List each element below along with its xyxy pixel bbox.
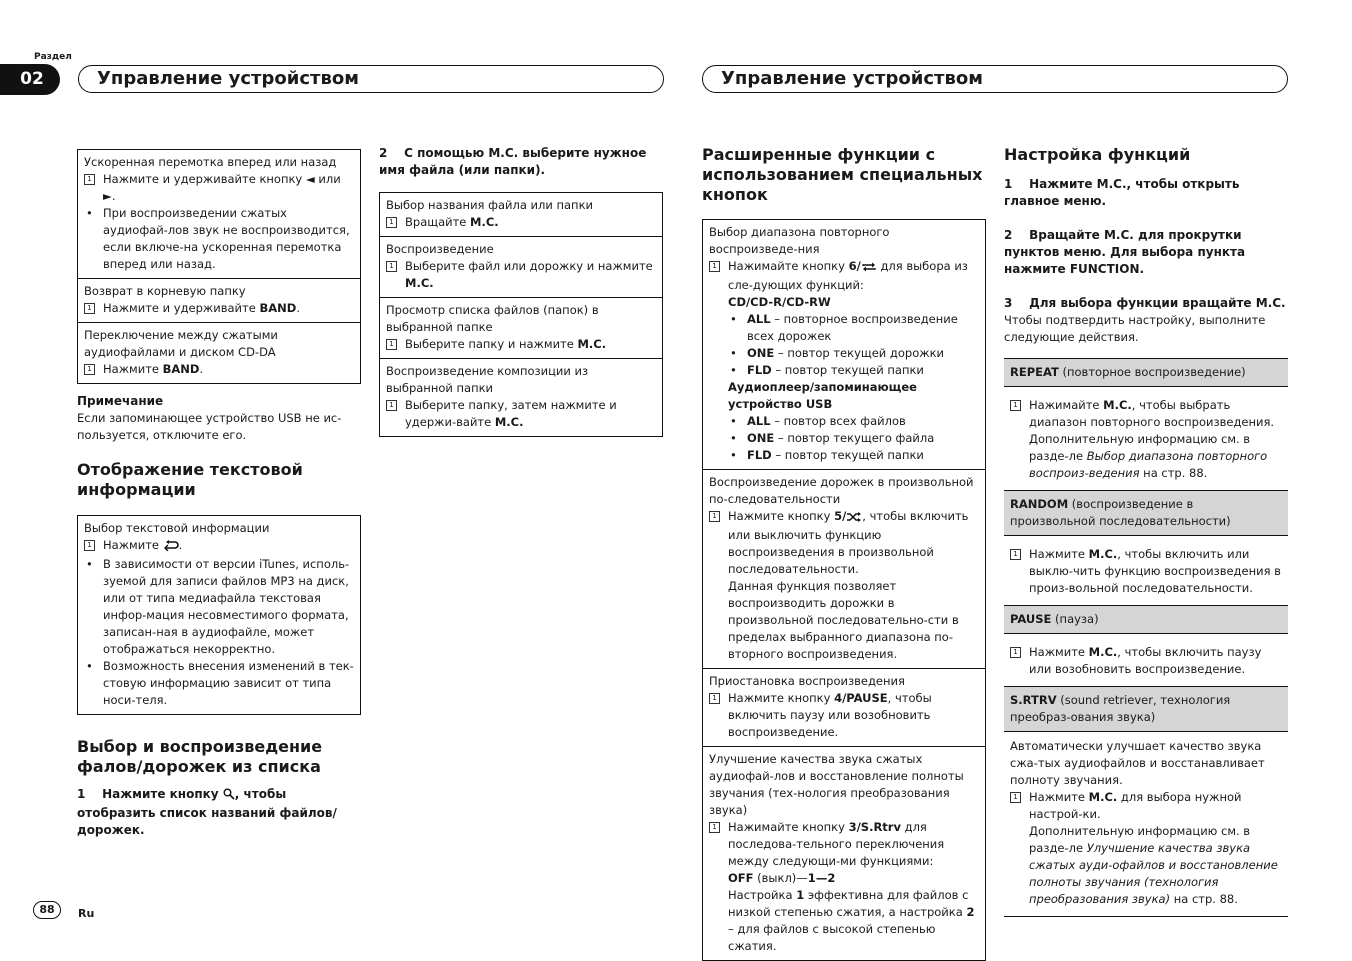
cross-reference	[1010, 823, 1282, 908]
column-4	[1004, 145, 1288, 917]
step-text-end: , чтобы включить паузу или возобновить воспроизведение.	[1029, 645, 1262, 676]
step-number-box: 1	[709, 693, 720, 704]
file-selection-table	[379, 192, 663, 437]
cross-reference	[1010, 431, 1282, 482]
option-key: FLD	[747, 363, 772, 377]
step-number-box: 1	[386, 400, 397, 411]
table-row	[703, 668, 985, 746]
table-row	[380, 193, 662, 236]
search-icon	[223, 788, 235, 805]
bullet-item: • При воспроизведении сжатых аудиофай-лов звук не воспроизводится, если включе-на ускоренная перемотка вперед или назад.	[84, 205, 354, 273]
key-name: M.C.	[1088, 645, 1118, 659]
step-number-box: 1	[386, 217, 397, 228]
key-name: BAND	[162, 362, 200, 376]
section-label: Раздел	[34, 52, 72, 62]
step-number: 1	[77, 787, 86, 801]
step-number-box: 1	[386, 339, 397, 350]
function-settings-heading: Настройка функций	[1004, 145, 1191, 164]
list-item	[728, 447, 979, 464]
function-body-random	[1004, 536, 1288, 605]
step-text: Нажмите и удерживайте	[103, 301, 260, 315]
function-step-3-text: Чтобы подтвердить настройку, выполните следующие действия.	[1004, 313, 1266, 344]
table-row	[703, 469, 985, 668]
step	[386, 258, 656, 292]
table-row	[78, 278, 360, 322]
step-text-end: .	[296, 301, 300, 315]
step-text: Нажмите и удерживайте кнопку ◄ или ►.	[103, 172, 341, 203]
ref-page: на стр. 88.	[1170, 892, 1238, 906]
function-step-3	[1004, 295, 1288, 312]
step-number-box: 1	[386, 261, 397, 272]
key-name: 4/PAUSE	[834, 691, 888, 705]
option-off-note: (выкл)—	[753, 871, 808, 885]
step-text: Нажмите M.C., чтобы открыть главное меню.	[1004, 177, 1240, 208]
step-text-end: , чтобы включить паузу или возобновить воспроизведение.	[728, 691, 932, 739]
function-body-pause	[1004, 634, 1288, 686]
option-key: ALL	[747, 414, 771, 428]
step-number-box: 1	[1010, 400, 1021, 411]
ref-text: Дополнительную информацию см. в разде-ле	[1029, 824, 1251, 855]
step-number-box: 1	[84, 174, 95, 185]
function-name: S.RTRV	[1010, 693, 1057, 707]
step	[84, 300, 354, 317]
step-number-box: 1	[709, 511, 720, 522]
bullet-item: • В зависимости от версии iTunes, исполь-зуемой для записи файлов MP3 на диск, или от типа медиафайла текстовая инфор-мация несовместимого формата, записан-ная в аудиофайле, может отображаться некорректно.	[84, 556, 354, 658]
step-text: Нажмите кнопку	[102, 787, 219, 801]
step-number-box: 1	[84, 540, 95, 551]
option-key: ONE	[747, 431, 775, 445]
note-bold: 1	[796, 888, 805, 902]
key-name: 3/S.Rtrv	[848, 820, 901, 834]
function-step-1	[1004, 176, 1288, 210]
function-list	[1004, 358, 1288, 917]
function-header-random	[1004, 490, 1288, 536]
column-2	[379, 145, 663, 437]
step-number-box: 1	[1010, 549, 1021, 560]
step-text: Вращайте M.C. для прокрутки пунктов меню. Для выбора пункта нажмите FUNCTION.	[1004, 228, 1246, 276]
list-heading: Выбор и воспроизведение фалов/дорожек из списка	[77, 737, 323, 776]
table-row	[703, 746, 985, 960]
option-off: OFF	[728, 871, 754, 885]
step-text-end: , чтобы отобразить список названий файлов/дорожек.	[77, 787, 337, 837]
step-text-end: для последова-тельного переключения между следующи-ми функциями:	[728, 820, 945, 868]
step-text: Нажмите	[1029, 645, 1089, 659]
key-name: BAND	[259, 301, 297, 315]
shuffle-icon	[846, 510, 862, 527]
row-title: Выбор текстовой информации	[84, 521, 270, 535]
option-key: ALL	[747, 312, 771, 326]
group-title: CD/CD-R/CD-RW	[728, 295, 831, 309]
function-desc: (sound retriever, технология преобраз-ования звука)	[1010, 693, 1231, 724]
step	[1010, 546, 1282, 597]
step-text: Нажимайте кнопку	[728, 259, 849, 273]
step-text: Нажмите	[103, 538, 159, 552]
option-text: – повтор текущей папки	[771, 448, 924, 462]
step-text-end: , чтобы включить или выклю-чить функцию воспроизведения в произ-вольной последовательности.	[1029, 547, 1281, 595]
row-title: Просмотр списка файлов (папок) в выбранной папке	[386, 303, 599, 334]
note-title: Примечание	[77, 394, 164, 408]
step	[386, 397, 656, 431]
step-text: Для выбора функции вращайте M.C.	[1029, 296, 1286, 310]
row-title: Переключение между сжатыми аудиофайлами и диском CD-DA	[84, 328, 278, 359]
step	[1010, 789, 1282, 823]
table-row	[380, 358, 662, 436]
step-text: С помощью M.C. выберите нужное имя файла (или папки).	[379, 146, 647, 177]
function-header-pause	[1004, 605, 1288, 634]
key-name: 6/	[848, 259, 861, 273]
step-text: Нажмите	[1029, 790, 1089, 804]
option-text: – повтор текущей дорожки	[774, 346, 945, 360]
function-step-2	[1004, 227, 1288, 278]
step-number-box: 1	[1010, 647, 1021, 658]
advanced-functions-heading: Расширенные функции с использованием специальных кнопок	[702, 145, 983, 204]
list-item	[728, 311, 979, 345]
table-row	[380, 236, 662, 297]
row-title: Выбор названия файла или папки	[386, 198, 593, 212]
column-1	[77, 149, 361, 839]
srtrv-options	[709, 870, 979, 887]
step-text: Нажимайте	[1029, 398, 1104, 412]
table-row	[380, 297, 662, 358]
function-desc: (повторное воспроизведение)	[1058, 365, 1246, 379]
step	[1010, 397, 1282, 431]
step-extra-text: Данная функция позволяет воспроизводить дорожки в произвольной последовательно-сти в пределах выбранного диапазона по-вторного воспроизведения.	[728, 579, 959, 661]
row-title: Ускоренная перемотка вперед или назад	[84, 155, 337, 169]
key-name: M.C.	[1088, 790, 1118, 804]
table-row	[703, 220, 985, 469]
key-name: 5/	[834, 509, 847, 523]
step-text-end: для выбора нужной настрой-ки.	[1029, 790, 1242, 821]
step-text: Нажмите кнопку	[728, 691, 835, 705]
note-text: – для файлов с высокой степенью сжатия.	[728, 922, 936, 953]
list-item	[728, 345, 979, 362]
step	[386, 336, 656, 353]
step	[386, 214, 656, 231]
step-text: Выберите файл или дорожку и нажмите	[405, 259, 653, 273]
step-text: Выберите папку и нажмите	[405, 337, 578, 351]
step-number-box: 1	[709, 822, 720, 833]
note-text: Настройка	[728, 888, 797, 902]
step	[709, 508, 979, 578]
text-info-table	[77, 515, 361, 715]
step-number-box: 1	[709, 261, 720, 272]
page-title-right-text: Управление устройством	[721, 68, 983, 89]
function-desc: (воспроизведение в произвольной последовательности)	[1010, 497, 1231, 528]
select-file-step	[379, 145, 663, 179]
option-key: ONE	[747, 346, 775, 360]
option-text: – повтор всех файлов	[770, 414, 906, 428]
back-arrow-icon	[163, 539, 179, 556]
step-text: Выберите папку, затем нажмите и удержи-вайте	[405, 398, 617, 429]
function-name: REPEAT	[1010, 365, 1059, 379]
advanced-functions-table	[702, 219, 986, 961]
key-name: M.C.	[405, 276, 434, 290]
note-bold: 2	[966, 905, 975, 919]
table-row	[78, 322, 360, 383]
list-item	[728, 362, 979, 379]
step-text-end: для выбора из сле-дующих функций:	[728, 259, 968, 292]
repeat-icon	[861, 260, 877, 277]
step-text: Нажмите	[103, 362, 163, 376]
function-name: RANDOM	[1010, 497, 1069, 511]
option-text: – повторное воспроизведение всех дорожек	[747, 312, 958, 343]
function-body-repeat	[1004, 387, 1288, 490]
page-title-left-text: Управление устройством	[97, 68, 359, 89]
function-header-srtrv	[1004, 686, 1288, 732]
list-item	[728, 413, 979, 430]
function-desc: (пауза)	[1051, 612, 1099, 626]
step-text-end: , чтобы включить или выключить функцию воспроизведения в произвольной последовательности.	[728, 509, 969, 576]
step	[709, 690, 979, 741]
key-name: M.C.	[577, 337, 607, 351]
row-title: Воспроизведение	[386, 242, 494, 256]
step	[84, 171, 354, 205]
page-title-right	[702, 65, 1288, 93]
step	[84, 361, 354, 378]
step-number-box: 1	[1010, 792, 1021, 803]
row-title: Приостановка воспроизведения	[709, 674, 905, 688]
function-name: PAUSE	[1010, 612, 1052, 626]
row-title: Улучшение качества звука сжатых аудиофай-лов и восстановление полноты звучания (тех-нология преобразования звука)	[709, 752, 964, 817]
step-number: 3	[1004, 296, 1013, 310]
column-3	[702, 145, 986, 961]
step	[709, 258, 979, 294]
page-title-left	[78, 65, 664, 93]
list-step	[77, 786, 361, 839]
step: 1 Нажмите .	[84, 537, 354, 556]
page-number: 88	[33, 901, 61, 919]
row-title: Воспроизведение дорожек в произвольной по-следовательности	[709, 475, 974, 506]
language-code: Ru	[78, 907, 95, 920]
row-title: Выбор диапазона повторного воспроизведе-ния	[709, 225, 890, 256]
ref-text: Дополнительную информацию см. в разде-ле	[1029, 432, 1251, 463]
step-text-end: .	[199, 362, 204, 376]
option-separator: —	[815, 871, 828, 885]
step	[1010, 644, 1282, 678]
step-number-box: 1	[84, 364, 95, 375]
function-header-repeat	[1004, 358, 1288, 387]
table-row	[78, 516, 360, 714]
key-name: M.C.	[494, 415, 524, 429]
step-text: Нажмите кнопку	[728, 509, 835, 523]
row-title: Возврат в корневую папку	[84, 284, 246, 298]
step-number: 1	[1004, 177, 1013, 191]
option-2: 2	[827, 871, 836, 885]
key-name: M.C.	[1088, 547, 1118, 561]
step-text-end: , чтобы выбрать диапазон повторного воспроизведения.	[1029, 398, 1275, 429]
option-1: 1	[807, 871, 816, 885]
option-text: – повтор текущего файла	[774, 431, 935, 445]
ref-page: на стр. 88.	[1139, 466, 1208, 480]
step-number: 2	[379, 146, 388, 160]
step-text: Нажимайте кнопку	[728, 820, 849, 834]
option-key: FLD	[747, 448, 772, 462]
step	[709, 819, 979, 870]
function-body-srtrv	[1004, 732, 1288, 916]
list-item	[728, 430, 979, 447]
ref-title: Выбор диапазона повторного воспроиз-ведения	[1029, 449, 1268, 480]
step-text: Нажмите	[1029, 547, 1089, 561]
text-info-heading: Отображение текстовой информации	[77, 460, 303, 499]
table-row	[78, 150, 360, 278]
step-number: 2	[1004, 228, 1013, 242]
step-text: Вращайте	[405, 215, 471, 229]
note-text: Если запоминающее устройство USB не ис-пользуется, отключите его.	[77, 411, 342, 442]
option-text: – повтор текущей папки	[771, 363, 924, 377]
ref-title: Улучшение качества звука сжатых ауди-офайлов и восстановление полноты звучания (технология преобразования звука)	[1029, 841, 1278, 906]
section-number-badge: 02	[0, 64, 60, 95]
group-title: Аудиоплеер/запоминающее устройство USB	[728, 380, 917, 411]
key-name: M.C.	[1103, 398, 1132, 412]
bullet-item: • Возможность внесения изменений в тек-стовую информацию зависит от типа носи-теля.	[84, 658, 354, 709]
srtrv-setting-note	[709, 887, 979, 955]
key-name: M.C.	[470, 215, 499, 229]
function-intro: Автоматически улучшает качество звука сжа-тых аудиофайлов и восстанавливает полноту звучания.	[1010, 739, 1265, 787]
row-title: Воспроизведение композиции из выбранной папки	[386, 364, 589, 395]
note-text: эффективна для файлов с низкой степенью сжатия, а настройка	[728, 888, 969, 919]
step-number-box: 1	[84, 303, 95, 314]
playback-controls-table	[77, 149, 361, 384]
